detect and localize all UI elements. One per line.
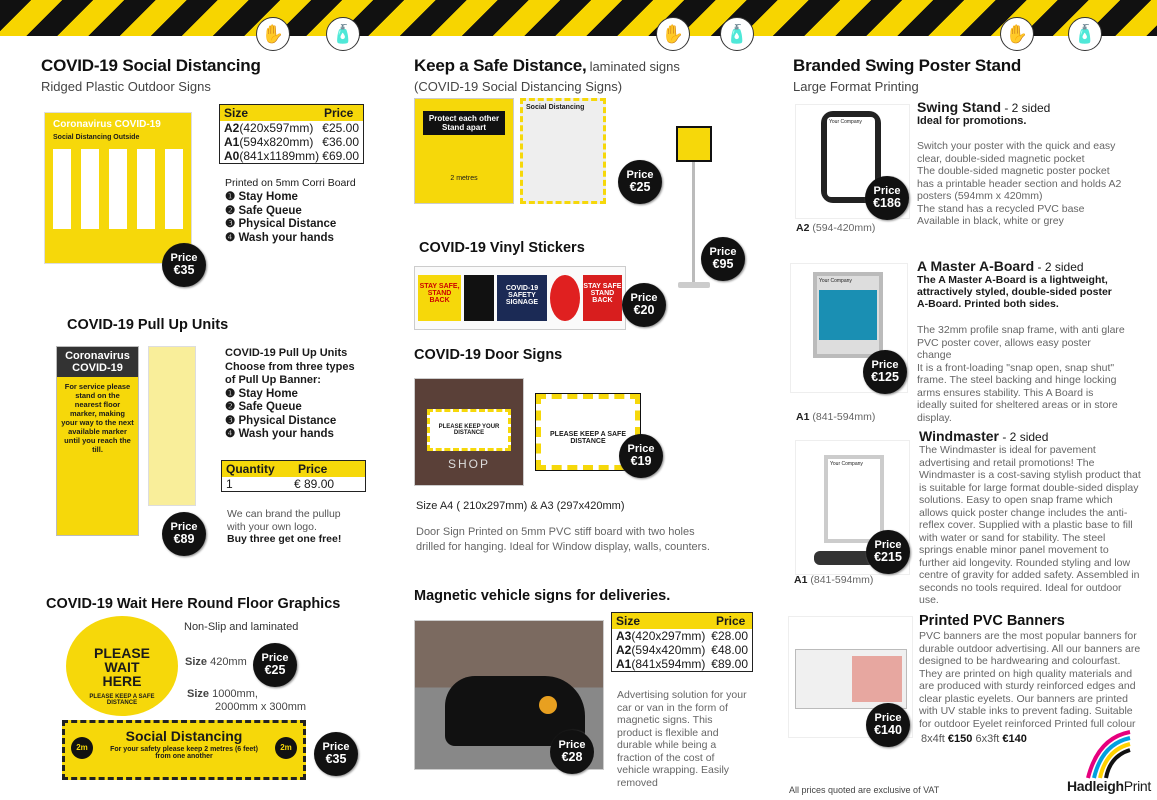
hazard-stripe-banner <box>0 0 1157 36</box>
hadleigh-logo-mark <box>1078 728 1132 780</box>
door-sign-safe-distance-image: PLEASE KEEP A SAFE DISTANCE <box>536 394 640 470</box>
sanitizer-bottle-icon: 🧴 <box>326 17 360 51</box>
social-poster-price-table: Size Price A2(420x597mm) €25.00 A1(594x820mm) €36.00 A0(841x1189mm) €69.00 <box>219 104 364 164</box>
vinyl-stickers-image: STAY SAFE, STAND BACK COVID-19 SAFETY SIGNAGE STAY SAFE STAND BACK <box>414 266 626 330</box>
door-size-text: Size A4 ( 210x297mm) & A3 (297x420mm) <box>416 500 625 512</box>
pvc-description: PVC banners are the most popular banners for durable outdoor advertising. All our banners are designed to be hardwearing and colourfast. They are printed on high quality materials and are produced with sturdy reinforced edges and clear plastic eyelets. Our banners are printed with UV stable inks to prevent fading. Suitable for outdoor Eyelet reinforced Printed full colour <box>919 630 1141 730</box>
table-row: A0(841x1189mm) €69.00 <box>224 149 359 163</box>
price-badge-vinyl[interactable]: Price €20 <box>622 283 666 327</box>
price-badge-magnetic[interactable]: Price €28 <box>550 730 594 774</box>
vinyl-stickers-title: COVID-19 Vinyl Stickers <box>419 240 585 256</box>
windmaster-size: A1 (841-594mm) <box>794 574 874 586</box>
pvc-banners-title: Printed PVC Banners <box>919 613 1065 629</box>
pvc-prices: 8x4ft €150 6x3ft €140 <box>921 733 1027 745</box>
size-strip: Size 1000mm, 2000mm x 300mm <box>187 688 307 713</box>
a-board-description: The 32mm profile snap frame, with anti glare PVC poster cover, allows easy poster change It is a front-loading "snap open, snap shut" frame. The steel backing and hinge locking arms ensures stability. This A Board is ideally suited for sheltered areas or in store display. <box>917 324 1125 424</box>
protect-each-other-sign: Protect each other Stand apart 2 metres <box>414 98 514 204</box>
swing-poster-subtitle: Large Format Printing <box>793 79 919 94</box>
price-badge-swing[interactable]: Price €186 <box>865 176 909 220</box>
hand-wash-icon: ✋ <box>256 17 290 51</box>
stand-pole <box>692 162 695 282</box>
door-description: Door Sign Printed on 5mm PVC stiff board with two holes drilled for hanging. Ideal for Window display, walls, counters. <box>416 526 710 553</box>
poster-subtitle: Social Distancing Outside <box>53 134 140 141</box>
vat-note: All prices quoted are exclusive of VAT <box>789 785 940 795</box>
price-badge-stand[interactable]: Price €95 <box>701 237 745 281</box>
stand-base <box>678 282 710 288</box>
swing-poster-title: Branded Swing Poster Stand <box>793 56 1022 75</box>
a-board-heading: A Master A-Board - 2 sided <box>917 258 1084 274</box>
social-distancing-poster-image <box>44 112 192 264</box>
pullup-price-table: Quantity Price 1 € 89.00 <box>221 460 366 492</box>
non-slip-text: Non-Slip and laminated <box>184 621 299 633</box>
magnetic-signs-title: Magnetic vehicle signs for deliveries. <box>414 588 671 604</box>
social-distancing-subtitle: Ridged Plastic Outdoor Signs <box>41 79 211 94</box>
spray-bottle-icon: 🧴 <box>720 17 754 51</box>
price-badge-door[interactable]: Price €19 <box>619 434 663 478</box>
price-badge-laminated[interactable]: Price €25 <box>618 160 662 204</box>
pullup-title: COVID-19 Pull Up Units <box>67 317 229 333</box>
windmaster-description: The Windmaster is ideal for pavement advertising and retail promotions! The Windmaster is a cost-saving stylish product that is suitable for large format double-sided display solutions. Easy to open snap frame which allows quick poster change includes the anti-reflex cover. Supplied with a plastic base to fill with water or sand for stability. The steel springs enable minor panel movement to further aid longevity. Rounded styling and low centre of gravity for added safety. Assembled in seconds no tools required. Ideal for outdoor use. <box>919 444 1141 606</box>
table-row: A1(594x820mm) €36.00 <box>224 135 359 149</box>
magnetic-description: Advertising solution for your car or van in the form of magnetic signs. This product is flexible and durable while being a fraction of the cost of vehicle wrapping. Easily removed <box>617 689 747 789</box>
price-badge-strip[interactable]: Price €35 <box>314 732 358 776</box>
safe-distance-subtitle: (COVID-19 Social Distancing Signs) <box>414 79 623 94</box>
swing-description: Switch your poster with the quick and easy clear, double-sided magnetic pocket The double-sided magnetic poster pocket has a printable header section and holds A2 posters (594mm x 420mm) The stand has a recycled PVC base Available in black, white or grey <box>917 140 1122 227</box>
table-row: A1(841x594mm) €89.00 <box>616 657 748 671</box>
pullup-banner-secondary-image <box>148 346 196 506</box>
swing-stand-heading: Swing Stand - 2 sided <box>917 99 1051 115</box>
sanitizer-bottle-icon-2: 🧴 <box>1068 17 1102 51</box>
swing-ideal: Ideal for promotions. <box>917 115 1027 127</box>
magnetic-price-table: Size Price A3(420x297mm) €28.00 A2(594x420mm) €48.00 A1(841x594mm) €89.00 <box>611 612 753 672</box>
poster-pictograms <box>53 149 183 229</box>
wait-here-title: COVID-19 Wait Here Round Floor Graphics <box>46 596 341 612</box>
swing-size: A2 (594-420mm) <box>796 222 876 234</box>
price-badge-windmaster[interactable]: Price €215 <box>866 530 910 574</box>
price-badge-pullup[interactable]: Price €89 <box>162 512 206 556</box>
social-distancing-strip-graphic: 2m 2m Social Distancing For your safety please keep 2 metres (6 feet) from one another <box>62 720 306 780</box>
no-handshake-icon: ✋ <box>656 17 690 51</box>
hand-wash-icon-2: ✋ <box>1000 17 1034 51</box>
poster-title: Coronavirus COVID-19 <box>53 119 161 130</box>
table-row: A2(420x597mm) €25.00 <box>224 121 359 135</box>
swing-stand-image: Your Company <box>795 104 910 219</box>
safe-distance-title: Keep a Safe Distance, laminated signs <box>414 56 680 75</box>
stand-sign-image <box>676 126 712 162</box>
corri-board-list: Printed on 5mm Corri Board ❶ Stay Home ❷ Safe Queue ❸ Physical Distance ❹ Wash your hands <box>225 177 356 244</box>
social-distancing-title: COVID-19 Social Distancing <box>41 56 261 75</box>
a-board-bold-text: The A Master A-Board is a lightweight, attractively styled, double-sided poster A-Board. Printed both sides. <box>917 274 1112 310</box>
door-sign-shop-image: PLEASE KEEP YOUR DISTANCE SHOP <box>414 378 524 486</box>
table-row: 1 € 89.00 <box>226 477 335 491</box>
windmaster-heading: Windmaster - 2 sided <box>919 428 1049 444</box>
price-badge-a-board[interactable]: Price €125 <box>863 350 907 394</box>
pullup-description: COVID-19 Pull Up Units Choose from three types of Pull Up Banner: ❶ Stay Home ❷ Safe Queue ❸ Physical Distance ❹ Wash your hands <box>225 347 355 440</box>
wait-here-circle-graphic: PLEASE WAIT HERE PLEASE KEEP A SAFE DISTANCE <box>66 616 178 716</box>
pullup-banner-image: Coronavirus COVID-19 For service please stand on the nearest floor marker, making your way to the next available marker until you reach the till. <box>56 346 139 536</box>
price-badge-wait-here[interactable]: Price €25 <box>253 643 297 687</box>
table-row: A3(420x297mm) €28.00 <box>616 629 748 643</box>
a-board-image: Your Company <box>790 263 908 393</box>
price-badge-social-poster[interactable]: Price €35 <box>162 243 206 287</box>
size-420: Size 420mm <box>185 656 247 668</box>
pullup-branding-note: We can brand the pullup with your own logo. Buy three get one free! <box>227 508 342 545</box>
social-distancing-sign: Social Distancing <box>520 98 606 204</box>
a-board-size: A1 (841-594mm) <box>796 411 876 423</box>
hadleigh-logo-text: HadleighPrint <box>1067 778 1152 794</box>
windmaster-image: Your Company <box>795 440 910 575</box>
price-badge-pvc[interactable]: Price €140 <box>866 703 910 747</box>
door-signs-title: COVID-19 Door Signs <box>414 347 563 363</box>
table-row: A2(594x420mm) €48.00 <box>616 643 748 657</box>
